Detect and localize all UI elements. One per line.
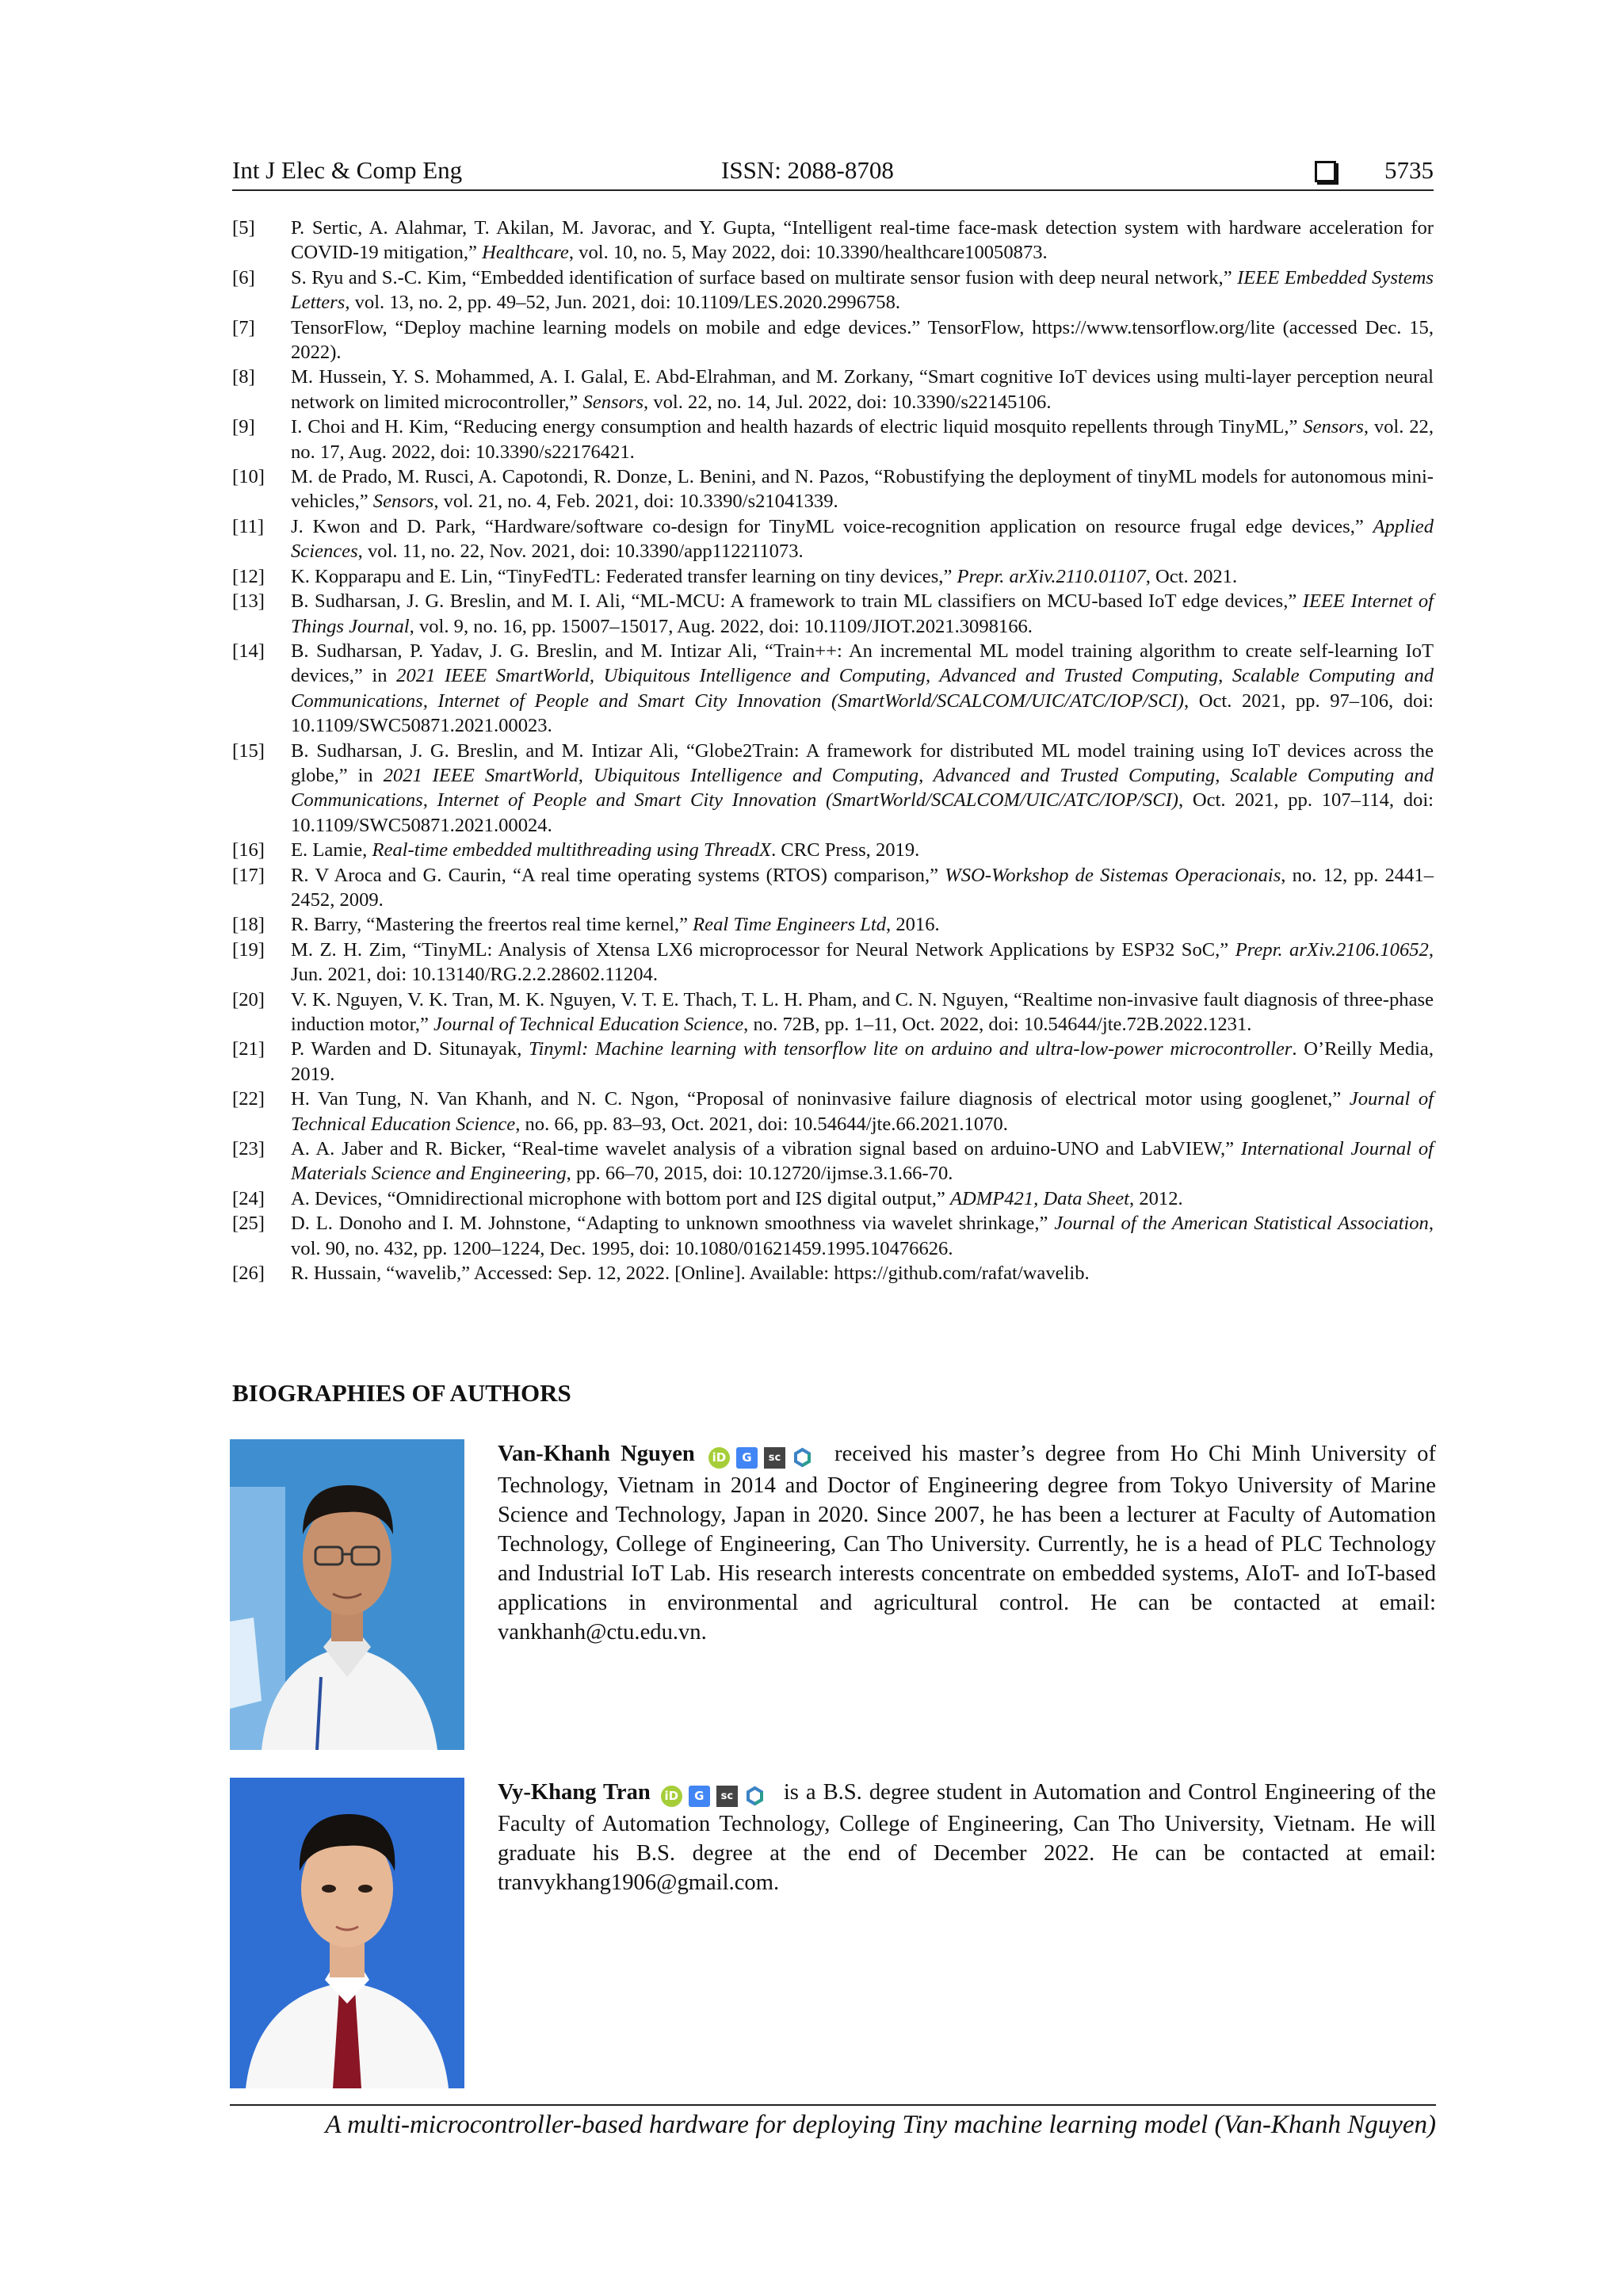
- reference-text: I. Choi and H. Kim, “Reducing energy consumption and health hazards of electric liquid mosquito repellents through TinyML,” Sensors, vol. 22, no. 17, Aug. 2022, doi: 10.3390/s22176421.: [291, 416, 1434, 463]
- reference-number: [5]: [232, 217, 255, 239]
- reference-text: B. Sudharsan, P. Yadav, J. G. Breslin, and M. Intizar Ali, “Train++: An incremental ML model training algorithm to create self-learning IoT devices,” in 2021 IEEE SmartWorld, Ubiquitous Intelligence and Computing, Advanced and Trusted Computing, Scalable Computing and Communications, Internet of People and Smart City Innovation (SmartWorld/SCALCOM/UIC/ATC/IOP/SCI), Oct. 2021, pp. 97–106, doi: 10.1109/SWC50871.2021.00023.: [291, 640, 1434, 737]
- author-profile-icons: [708, 1442, 819, 1471]
- reference-item: [232, 365, 1434, 415]
- reference-number: [16]: [232, 839, 265, 861]
- reference-text: TensorFlow, “Deploy machine learning models on mobile and edge devices.” TensorFlow, https://www.tensorflow.org/lite (accessed Dec. 15, 2022).: [291, 316, 1434, 364]
- reference-number: [12]: [232, 565, 265, 587]
- square-bullet-icon: [1315, 161, 1336, 182]
- reference-number: [7]: [232, 316, 255, 338]
- scopus-icon[interactable]: sc: [764, 1447, 785, 1469]
- reference-item: [232, 912, 1434, 937]
- reference-item: [232, 1186, 1434, 1211]
- reference-item: [232, 1211, 1434, 1261]
- reference-number: [15]: [232, 739, 265, 762]
- reference-number: [25]: [232, 1213, 265, 1235]
- reference-text: S. Ryu and S.-C. Kim, “Embedded identification of surface based on multirate sensor fusion with deep neural network,” IEEE Embedded Systems Letters, vol. 13, no. 2, pp. 49–52, Jun. 2021, doi: 10.1109/LES.2020.2996758.: [291, 266, 1434, 314]
- reference-text: H. Van Tung, N. Van Khanh, and N. C. Ngon, “Proposal of noninvasive failure diagnosis of electrical motor using googlenet,” Journal of Technical Education Science, no. 66, pp. 83–93, Oct. 2021, doi: 10.54644/jte.66.2021.1070.: [291, 1088, 1434, 1135]
- reference-item: [232, 1137, 1434, 1186]
- reference-item: [232, 739, 1434, 839]
- page-number: 5735: [1384, 156, 1434, 184]
- reference-number: [9]: [232, 416, 255, 438]
- reference-number: [21]: [232, 1038, 265, 1060]
- reference-number: [18]: [232, 914, 265, 936]
- author-bio-text-1: [498, 1439, 1436, 1647]
- reference-item: [232, 464, 1434, 514]
- reference-item: [232, 589, 1434, 639]
- reference-text: A. Devices, “Omnidirectional microphone with bottom port and I2S digital output,” ADMP421, Data Sheet, 2012.: [291, 1187, 1183, 1209]
- reference-item: [232, 564, 1434, 589]
- reference-number: [17]: [232, 864, 265, 886]
- google-scholar-icon[interactable]: G: [736, 1447, 758, 1469]
- reference-number: [24]: [232, 1187, 265, 1209]
- author-profile-icons: [661, 1780, 772, 1809]
- running-footer: A multi-microcontroller-based hardware for deploying Tiny machine learning model (Van-Khanh Nguyen): [230, 2104, 1436, 2150]
- reference-text: A. A. Jaber and R. Bicker, “Real-time wavelet analysis of a vibration signal based on arduino-UNO and LabVIEW,” International Journal of Materials Science and Engineering, pp. 66–70, 2015, doi: 10.12720/ijmse.3.1.66-70.: [291, 1138, 1434, 1185]
- reference-text: D. L. Donoho and I. M. Johnstone, “Adapting to unknown smoothness via wavelet shrinkage,” Journal of the American Statistical Association, vol. 90, no. 432, pp. 1200–1224, Dec. 1995, doi: 10.1080/01621459.1995.10476626.: [291, 1213, 1434, 1259]
- author-bio-text-2: [498, 1778, 1436, 1897]
- reference-number: [11]: [232, 515, 265, 537]
- reference-text: M. Z. H. Zim, “TinyML: Analysis of Xtensa LX6 microprocessor for Neural Network Applications by ESP32 SoC,” Prepr. arXiv.2106.10652, Jun. 2021, doi: 10.13140/RG.2.2.28602.11204.: [291, 938, 1434, 986]
- reference-text: R. Barry, “Mastering the freertos real time kernel,” Real Time Engineers Ltd, 2016.: [291, 914, 940, 936]
- reference-text: B. Sudharsan, J. G. Breslin, and M. I. Ali, “ML-MCU: A framework to train ML classifiers on MCU-based IoT edge devices,” IEEE Internet of Things Journal, vol. 9, no. 16, pp. 15007–15017, Aug. 2022, doi: 10.1109/JIOT.2021.3098166.: [291, 590, 1434, 637]
- reference-item: [232, 938, 1434, 988]
- author-name: Van-Khanh Nguyen: [498, 1442, 695, 1466]
- reference-number: [22]: [232, 1088, 265, 1110]
- biographies-heading: BIOGRAPHIES OF AUTHORS: [232, 1379, 571, 1407]
- reference-number: [19]: [232, 938, 265, 961]
- publons-icon[interactable]: [744, 1786, 766, 1807]
- reference-text: J. Kwon and D. Park, “Hardware/software co-design for TinyML voice-recognition application on resource frugal edge devices,” Applied Sciences, vol. 11, no. 22, Nov. 2021, doi: 10.3390/app112211073.: [291, 515, 1434, 563]
- reference-number: [6]: [232, 266, 255, 288]
- reference-list: [232, 216, 1434, 1286]
- reference-text: M. Hussein, Y. S. Mohammed, A. I. Galal, E. Abd-Elrahman, and M. Zorkany, “Smart cognitive IoT devices using multi-layer perception neural network on limited microcontroller,” Sensors, vol. 22, no. 14, Jul. 2022, doi: 10.3390/s22145106.: [291, 366, 1434, 413]
- reference-number: [10]: [232, 466, 265, 488]
- reference-text: V. K. Nguyen, V. K. Tran, M. K. Nguyen, V. T. E. Thach, T. L. H. Pham, and C. N. Nguyen, “Realtime non-invasive fault diagnosis of three-phase induction motor,” Journal of Technical Education Science, no. 72B, pp. 1–11, Oct. 2022, doi: 10.54644/jte.72B.2022.1231.: [291, 988, 1434, 1035]
- reference-number: [20]: [232, 988, 265, 1010]
- orcid-icon[interactable]: iD: [708, 1447, 730, 1469]
- reference-number: [14]: [232, 640, 265, 662]
- reference-text: R. Hussain, “wavelib,” Accessed: Sep. 12, 2022. [Online]. Available: https://github.com/rafat/wavelib.: [291, 1263, 1090, 1285]
- reference-text: K. Kopparapu and E. Lin, “TinyFedTL: Federated transfer learning on tiny devices,” Prepr. arXiv.2110.01107, Oct. 2021.: [291, 565, 1238, 587]
- author-bio-body: is a B.S. degree student in Automation and Control Engineering of the Faculty of Automation Technology, College of Engineering, Can Tho University, Vietnam. He will graduate his B.S. degree at the end of December 2022. He can be contacted at email: tranvykhang1906@gmail.com.: [498, 1780, 1436, 1895]
- reference-item: [232, 639, 1434, 739]
- reference-text: B. Sudharsan, J. G. Breslin, and M. Intizar Ali, “Globe2Train: A framework for distributed ML model training using IoT devices across the globe,” in 2021 IEEE SmartWorld, Ubiquitous Intelligence and Computing, Advanced and Trusted Computing, Scalable Computing and Communications, Internet of People and Smart City Innovation (SmartWorld/SCALCOM/UIC/ATC/IOP/SCI), Oct. 2021, pp. 107–114, doi: 10.1109/SWC50871.2021.00024.: [291, 739, 1434, 836]
- reference-item: [232, 1087, 1434, 1137]
- reference-number: [13]: [232, 590, 265, 613]
- author-name: Vy-Khang Tran: [498, 1780, 651, 1805]
- running-header: [232, 155, 1434, 191]
- reference-number: [8]: [232, 366, 255, 388]
- reference-item: [232, 216, 1434, 266]
- reference-text: M. de Prado, M. Rusci, A. Capotondi, R. Donze, L. Benini, and N. Pazos, “Robustifying the deployment of tinyML models for autonomous mini-vehicles,” Sensors, vol. 21, no. 4, Feb. 2021, doi: 10.3390/s21041339.: [291, 466, 1434, 513]
- reference-number: [23]: [232, 1138, 265, 1160]
- reference-text: P. Sertic, A. Alahmar, T. Akilan, M. Javorac, and Y. Gupta, “Intelligent real-time face-mask detection system with hardware acceleration for COVID-19 mitigation,” Healthcare, vol. 10, no. 5, May 2022, doi: 10.3390/healthcare10050873.: [291, 217, 1434, 264]
- orcid-icon[interactable]: iD: [661, 1786, 682, 1807]
- reference-text: E. Lamie, Real-time embedded multithreading using ThreadX. CRC Press, 2019.: [291, 839, 920, 861]
- reference-item: [232, 1261, 1434, 1286]
- reference-item: [232, 514, 1434, 564]
- scopus-icon[interactable]: sc: [716, 1786, 738, 1807]
- reference-item: [232, 266, 1434, 315]
- reference-number: [26]: [232, 1263, 265, 1285]
- google-scholar-icon[interactable]: G: [689, 1786, 710, 1807]
- reference-text: P. Warden and D. Situnayak, Tinyml: Machine learning with tensorflow lite on arduino and ultra-low-power microcontroller. O’Reilly Media, 2019.: [291, 1038, 1434, 1085]
- reference-item: [232, 315, 1434, 365]
- reference-item: [232, 988, 1434, 1037]
- publons-icon[interactable]: [792, 1447, 813, 1469]
- reference-item: [232, 415, 1434, 464]
- author-bio-body: received his master’s degree from Ho Chi Minh University of Technology, Vietnam in 2014 and Doctor of Engineering degree from Tokyo University of Marine Science and Technology, Japan in 2020. Since 2007, he has been a lecturer at Faculty of Automation Technology, College of Engineering, Can Tho University. Currently, he is a head of PLC Technology and Industrial IoT Lab. His research interests concentrate on embedded systems, AIoT- and IoT-based applications in environmental and agricultural control. He can be contacted at email: vankhanh@ctu.edu.vn.: [498, 1442, 1436, 1645]
- reference-item: [232, 1037, 1434, 1087]
- reference-text: R. V Aroca and G. Caurin, “A real time operating systems (RTOS) comparison,” WSO-Workshop de Sistemas Operacionais, no. 12, pp. 2441–2452, 2009.: [291, 864, 1434, 911]
- author-photo-vy-khang-tran: [230, 1778, 464, 2088]
- reference-item: [232, 838, 1434, 862]
- reference-item: [232, 863, 1434, 913]
- journal-name: Int J Elec & Comp Eng: [232, 156, 463, 184]
- issn: ISSN: 2088-8708: [721, 156, 894, 184]
- author-photo-van-khanh-nguyen: [230, 1439, 464, 1750]
